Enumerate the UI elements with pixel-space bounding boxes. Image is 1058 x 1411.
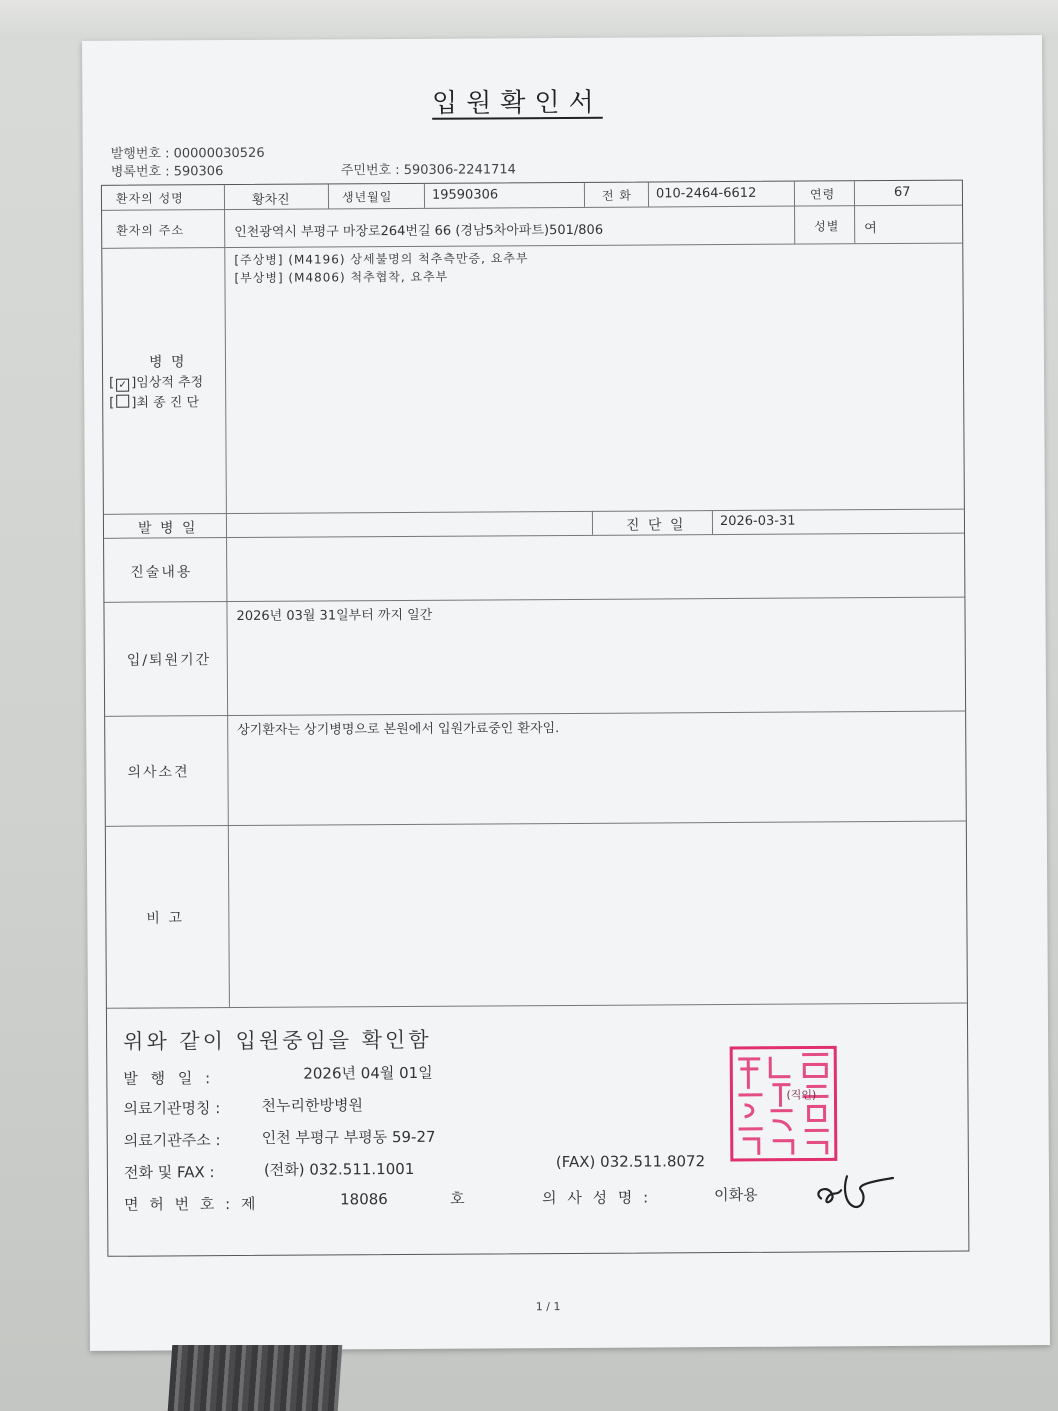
institution-name: 천누리한방병원	[261, 1096, 364, 1115]
desk-background	[0, 0, 1058, 40]
opinion-text: 상기환자는 상기병명으로 본원에서 입원가료중인 환자임.	[237, 721, 560, 739]
resident-number	[341, 158, 516, 178]
phone-number: 010-2464-6612	[655, 185, 757, 202]
admission-period: 2026년 03월 31일부터 까지 일간	[236, 607, 433, 625]
opinion-label: 의사소견	[127, 764, 190, 781]
diagnosis-label: 병 명	[148, 354, 187, 371]
remarks-label: 비 고	[146, 910, 184, 927]
confirmation-statement: 위와 같이 입원중임을 확인함	[123, 1027, 432, 1054]
birth-date: 19590306	[431, 187, 499, 203]
doctor-name: 이화용	[714, 1185, 758, 1205]
patient-name-label: 환자의 성명	[115, 191, 184, 206]
option-final-label: 최 종 진 단	[136, 395, 200, 411]
resident-number-label: 주민번호 :	[340, 163, 400, 179]
seal-note: (직인)	[786, 1088, 817, 1102]
diagnosis-date-label: 진 단 일	[625, 517, 686, 534]
option-clinical-label: 임상적 추정	[136, 375, 204, 391]
issue-number-value: 00000030526	[173, 145, 265, 162]
form-table	[101, 180, 970, 1257]
sub-diagnosis: [부상병] (M4806) 척추협착, 요추부	[234, 269, 449, 286]
birth-label: 생년월일	[341, 190, 393, 205]
doctor-name-label: 의 사 성 명 :	[542, 1188, 652, 1208]
resident-number-value: 590306-2241714	[403, 162, 516, 178]
license-label: 면 허 번 호 : 제	[124, 1194, 259, 1214]
document-paper	[82, 35, 1050, 1351]
checkbox-empty-icon	[116, 395, 129, 408]
issue-date-label: 발 행 일 :	[123, 1069, 215, 1088]
statement-label: 진술내용	[130, 564, 193, 581]
patient-address: 인천광역시 부평구 마장로264번길 66 (경남5차아파트)501/806	[234, 222, 604, 241]
page-number: 1 / 1	[535, 1300, 561, 1314]
option-final: [ ]최 종 진 단	[109, 395, 200, 411]
institution-name-label: 의료기관명칭 :	[123, 1099, 221, 1118]
sex-label: 성별	[814, 219, 840, 234]
onset-label: 발 병 일	[137, 520, 198, 537]
admission-label: 입/퇴원기간	[126, 652, 212, 669]
doctor-signature	[809, 1168, 899, 1215]
sex-value: 여	[864, 221, 877, 237]
diagnosis-date: 2026-03-31	[719, 513, 796, 530]
issue-number	[111, 142, 265, 162]
fabric-under-paper	[168, 1345, 343, 1411]
chart-number-label: 병록번호 :	[110, 164, 170, 180]
chart-number	[111, 160, 224, 180]
license-number: 18086	[340, 1190, 388, 1209]
license-suffix: 호	[450, 1189, 465, 1208]
institution-address: 인천 부평구 부평동 59-27	[261, 1127, 436, 1147]
option-clinical: [ ✓ ]임상적 추정	[109, 375, 204, 391]
checkbox-checked-icon: ✓	[116, 379, 129, 392]
phone-label: 전 화	[601, 188, 633, 203]
hospital-seal-stamp	[728, 1044, 839, 1163]
age-label: 연령	[809, 187, 836, 202]
institution-address-label: 의료기관주소 :	[123, 1131, 221, 1150]
issue-date: 2026년 04월 01일	[303, 1063, 433, 1083]
tel-fax-label: 전화 및 FAX :	[123, 1163, 215, 1182]
main-diagnosis: [주상병] (M4196) 상세불명의 척추측만증, 요추부	[234, 251, 529, 268]
fax: (FAX) 032.511.8072	[555, 1152, 706, 1172]
address-label: 환자의 주소	[116, 223, 184, 238]
issue-number-label: 발행번호 :	[110, 146, 170, 162]
telephone: (전화) 032.511.1001	[263, 1159, 415, 1179]
document-title: 입원확인서	[432, 87, 603, 119]
age-value: 67	[893, 184, 911, 200]
chart-number-value: 590306	[173, 164, 224, 180]
patient-name: 황차진	[251, 192, 290, 208]
